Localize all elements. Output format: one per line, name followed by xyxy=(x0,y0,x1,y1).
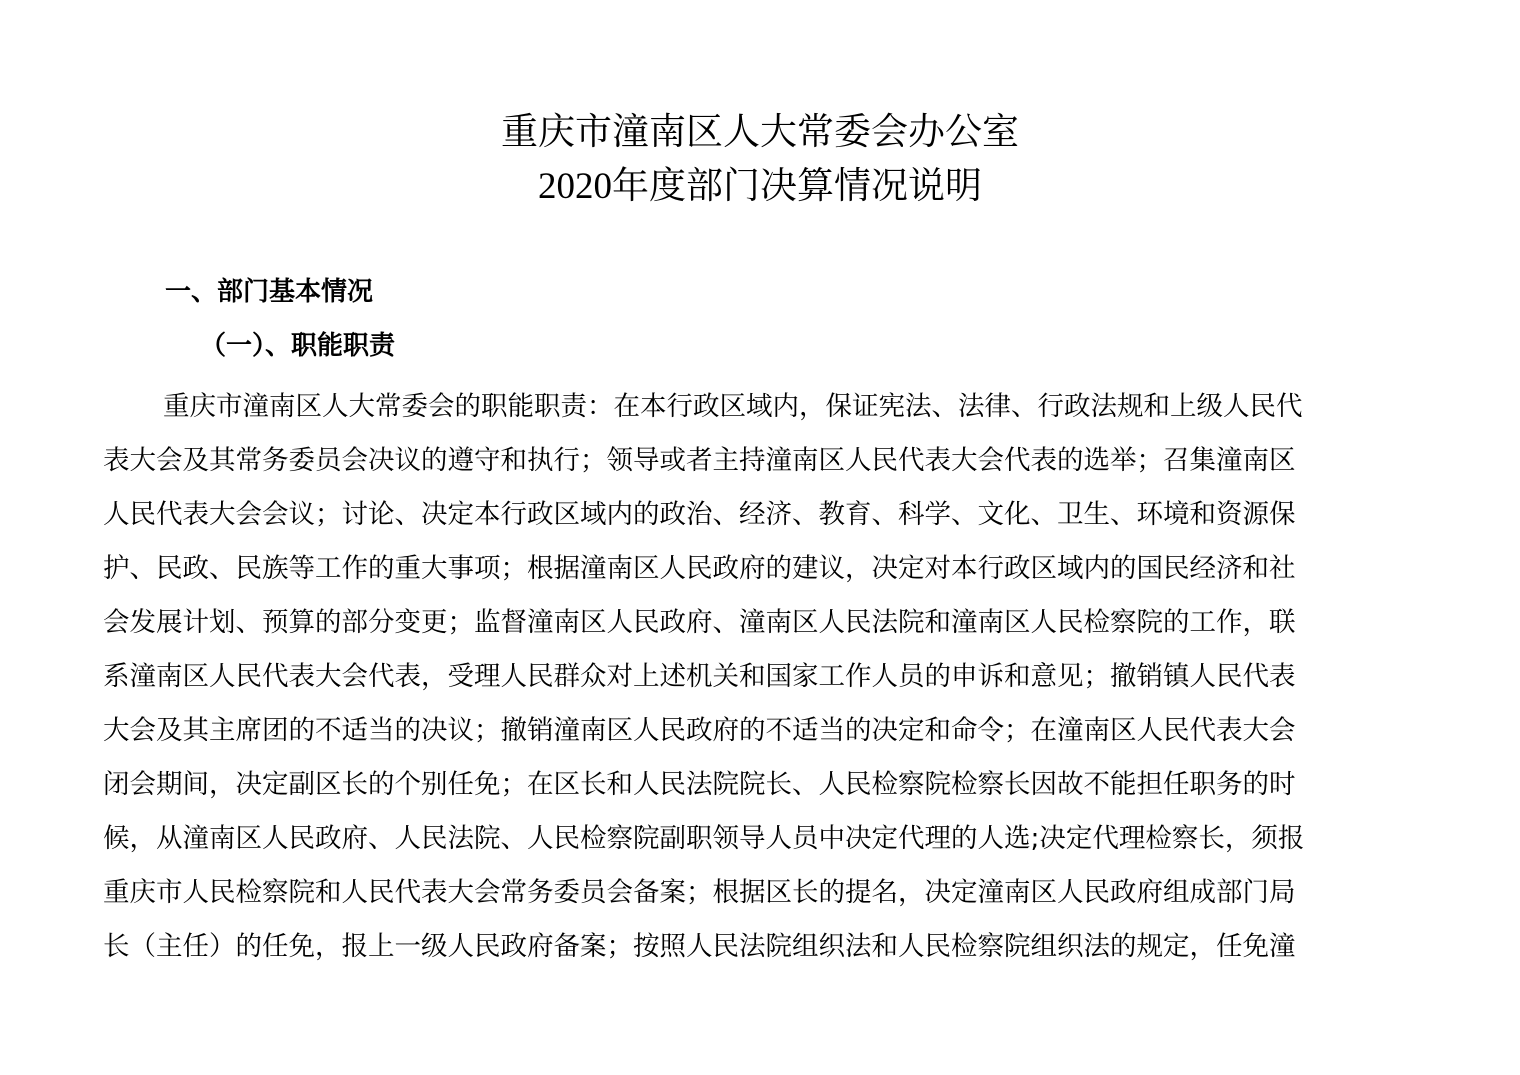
document-title-line2 xyxy=(0,164,1520,209)
title-rest: 年度部门决算情况说明 xyxy=(612,164,982,207)
paragraph-line: 重庆市潼南区人大常委会的职能职责：在本行政区域内，保证宪法、法律、行政法规和上级人民代 xyxy=(163,391,1303,422)
paragraph-line: 闭会期间，决定副区长的个别任免；在区长和人民法院院长、人民检察院检察长因故不能担任职务的时 xyxy=(103,769,1296,800)
subsection-heading-duties: （一）、职能职责 xyxy=(200,331,396,361)
paragraph-line: 会发展计划、预算的部分变更；监督潼南区人民政府、潼南区人民法院和潼南区人民检察院的工作，联 xyxy=(103,607,1296,638)
title-year: 2020 xyxy=(538,166,612,207)
section-heading-basic-info: 一、部门基本情况 xyxy=(165,277,374,307)
paragraph-line: 系潼南区人民代表大会代表，受理人民群众对上述机关和国家工作人员的申诉和意见；撤销镇人民代表 xyxy=(103,661,1296,692)
paragraph-line: 长（主任）的任免，报上一级人民政府备案；按照人民法院组织法和人民检察院组织法的规定，任免潼 xyxy=(103,931,1296,962)
paragraph-line: 重庆市人民检察院和人民代表大会常务委员会备案；根据区长的提名，决定潼南区人民政府组成部门局 xyxy=(103,877,1296,908)
paragraph-line: 人民代表大会会议；讨论、决定本行政区域内的政治、经济、教育、科学、文化、卫生、环境和资源保 xyxy=(103,499,1296,530)
duties-paragraph xyxy=(103,380,1423,974)
paragraph-line: 候，从潼南区人民政府、人民法院、人民检察院副职领导人员中决定代理的人选;决定代理检察长，须报 xyxy=(103,823,1305,854)
paragraph-line: 护、民政、民族等工作的重大事项；根据潼南区人民政府的建议，决定对本行政区域内的国民经济和社 xyxy=(103,553,1296,584)
document-title-line1: 重庆市潼南区人大常委会办公室 xyxy=(501,110,1019,153)
paragraph-line: 表大会及其常务委员会决议的遵守和执行；领导或者主持潼南区人民代表大会代表的选举；召集潼南区 xyxy=(103,445,1296,476)
paragraph-line: 大会及其主席团的不适当的决议；撤销潼南区人民政府的不适当的决定和命令；在潼南区人民代表大会 xyxy=(103,715,1296,746)
